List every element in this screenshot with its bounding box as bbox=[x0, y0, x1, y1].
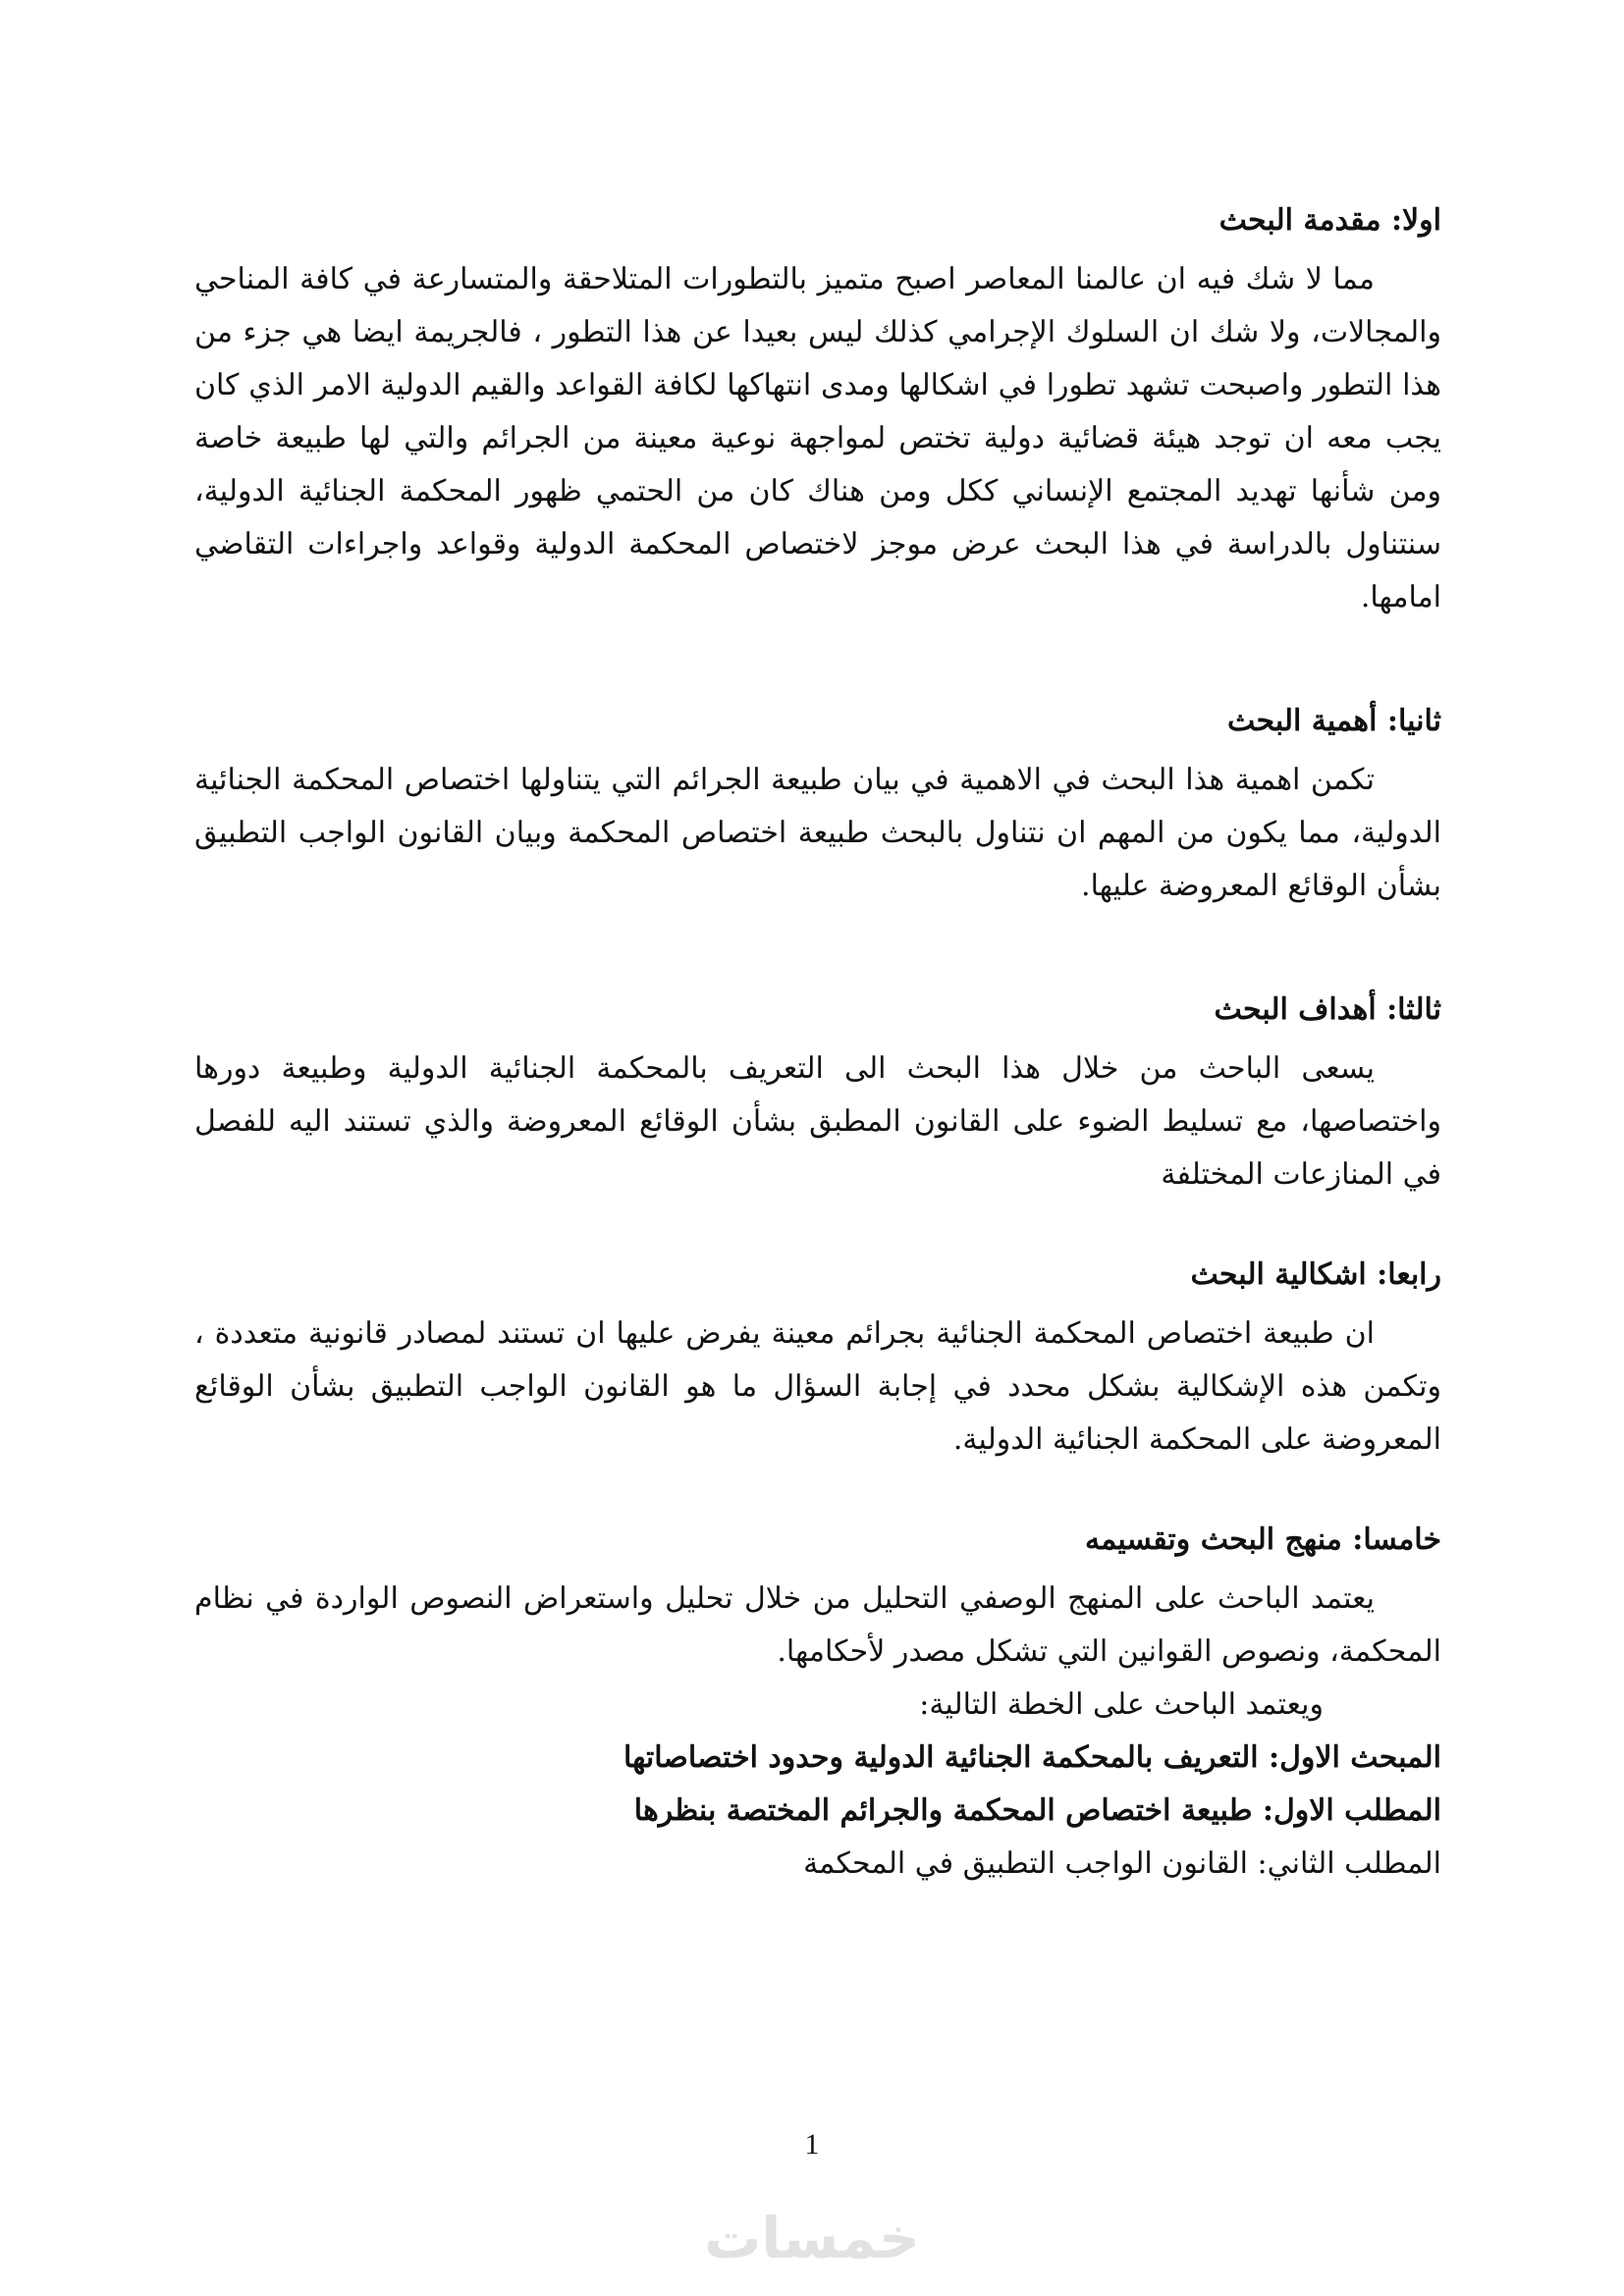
section-paragraph: مما لا شك فيه ان عالمنا المعاصر اصبح متميز بالتطورات المتلاحقة والمتسارعة في كافة المناحي والمجالات، ولا شك ان السلوك الإجرامي كذلك ليس بعيدا عن هذا التطور ، فالجريمة ايضا هي جزء من هذا التطور واصبحت تشهد تطورا في اشكالها ومدى انتهاكها لكافة القواعد والقيم الدولية الامر الذي كان يجب معه ان توجد هيئة قضائية دولية تختص لمواجهة نوعية معينة من الجرائم والتي لها طبيعة خاصة ومن شأنها تهديد المجتمع الإنساني ككل ومن هناك كان من الحتمي ظهور المحكمة الجنائية الدولية، سنتناول بالدراسة في هذا البحث عرض موجز لاختصاص المحكمة الدولية وقواعد واجراءات التقاضي امامها. bbox=[194, 262, 1441, 614]
section-introduction bbox=[194, 196, 1441, 624]
section-objectives bbox=[194, 986, 1441, 1201]
section-problem bbox=[194, 1251, 1441, 1467]
plan-section-1: المطلب الاول: طبيعة اختصاص المحكمة والجرائم المختصة بنظرها bbox=[633, 1793, 1441, 1828]
section-heading: رابعا: اشكالية البحث bbox=[1190, 1257, 1441, 1292]
section-importance bbox=[194, 697, 1441, 913]
plan-intro: ويعتمد الباحث على الخطة التالية: bbox=[919, 1687, 1324, 1722]
section-heading: اولا: مقدمة البحث bbox=[1218, 203, 1441, 238]
section-heading: خامسا: منهج البحث وتقسيمه bbox=[1085, 1522, 1441, 1557]
watermark-logo: خمسات bbox=[704, 2205, 920, 2271]
section-heading: ثالثا: أهداف البحث bbox=[1214, 992, 1441, 1027]
section-paragraph: ان طبيعة اختصاص المحكمة الجنائية بجرائم معينة يفرض عليها ان تستند لمصادر قانونية متعددة ، وتكمن هذه الإشكالية بشكل محدد في إجابة السؤال ما هو القانون الواجب التطبيق بشأن الوقائع المعروضة على المحكمة الجنائية الدولية. bbox=[194, 1316, 1441, 1457]
section-methodology bbox=[194, 1516, 1441, 1891]
section-paragraph: يعتمد الباحث على المنهج الوصفي التحليل من خلال تحليل واستعراض النصوص الواردة في نظام المحكمة، ونصوص القوانين التي تشكل مصدر لأحكامها. bbox=[194, 1581, 1441, 1669]
section-heading: ثانيا: أهمية البحث bbox=[1227, 704, 1441, 738]
section-paragraph: يسعى الباحث من خلال هذا البحث الى التعريف بالمحكمة الجنائية الدولية وطبيعة دورها واختصاصها، مع تسليط الضوء على القانون المطبق بشأن الوقائع المعروضة والذي تستند اليه للفصل في المنازعات المختلفة bbox=[194, 1051, 1441, 1192]
plan-chapter-1: المبحث الاول: التعريف بالمحكمة الجنائية الدولية وحدود اختصاصاتها bbox=[623, 1740, 1441, 1775]
page-number: 1 bbox=[804, 2128, 820, 2161]
plan-section-2: المطلب الثاني: القانون الواجب التطبيق في المحكمة bbox=[803, 1846, 1441, 1881]
document-body bbox=[194, 196, 1441, 1891]
section-paragraph: تكمن اهمية هذا البحث في الاهمية في بيان طبيعة الجرائم التي يتناولها اختصاص المحكمة الجنائية الدولية، مما يكون من المهم ان نتناول بالبحث طبيعة اختصاص المحكمة وبيان القانون الواجب التطبيق بشأن الوقائع المعروضة عليها. bbox=[194, 763, 1441, 903]
